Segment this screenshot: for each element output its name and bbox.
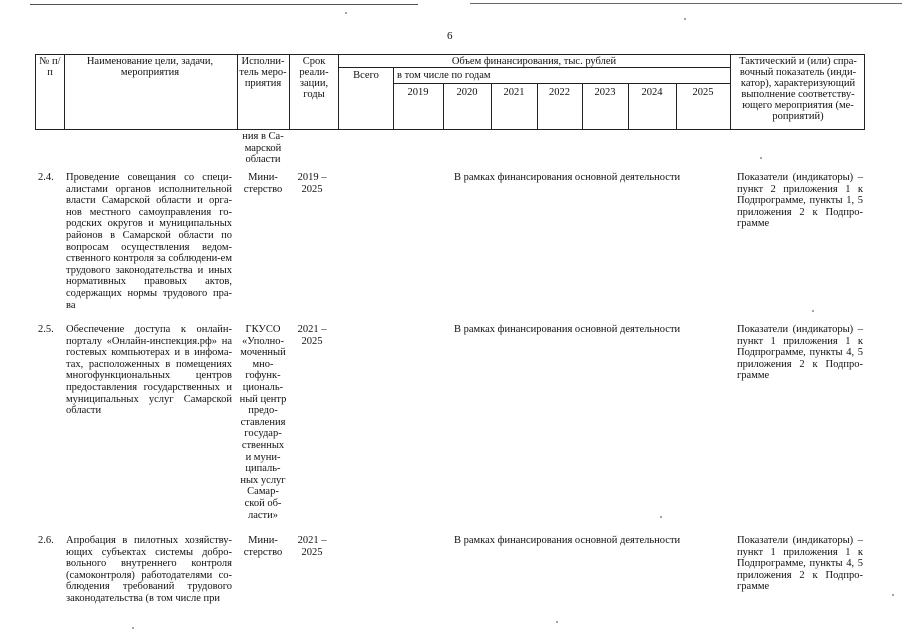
row-2-4-term: 2019 – 2025 xyxy=(297,172,327,195)
header-financing: Объем финансирования, тыс. рублей xyxy=(451,56,617,67)
scan-speck xyxy=(660,516,662,518)
row-2-4-num: 2.4. xyxy=(38,172,54,183)
row-2-5-name: Обеспечение доступа к онлайн-порталу «Онлайн-инспекция.рф» на гостевых компьютерах и в инфомa-тах, расположенных в помещениях многофункциональных центров предоставления государственных и муниципальных услуг Самарской области xyxy=(66,324,232,417)
year-2023: 2023 xyxy=(594,87,616,98)
row-2-6-executor: Мини-стерство xyxy=(243,535,283,558)
row-2-5-num: 2.5. xyxy=(38,324,54,335)
scan-speck xyxy=(556,621,558,623)
header-border-top xyxy=(35,54,865,55)
header-total: Всего xyxy=(353,70,379,81)
row-2-4-name: Проведение совещания со специ-алистами органов исполнительной власти Самарской области и орга-нов местного самоуправления го-родских округов и муниципальных районов в Самарской области по вопросам осуществления ведом-ственного контроля за соблюдени-ем трудового законодательства и иных нормативных правовых актов, содержащих нормы трудового пра-ва xyxy=(66,172,232,311)
year-2025: 2025 xyxy=(692,87,714,98)
year-2024: 2024 xyxy=(641,87,663,98)
scan-speck xyxy=(760,157,762,159)
header-border-bottom xyxy=(35,129,865,130)
row-2-5-term: 2021 – 2025 xyxy=(297,324,327,347)
scan-speck xyxy=(684,18,686,20)
page-number: 6 xyxy=(447,30,453,42)
row-2-6-term: 2021 – 2025 xyxy=(297,535,327,558)
year-2021: 2021 xyxy=(503,87,525,98)
year-2020: 2020 xyxy=(456,87,478,98)
row-2-5-indicator: Показатели (индикаторы) – пункт 1 приложения 1 к Подпрограмме, пункты 4, 5 приложения 2 к Подпро-грамме xyxy=(737,324,863,382)
header-border-right xyxy=(864,54,865,130)
scan-speck xyxy=(892,594,894,596)
row-2-4-financing: В рамках финансирования основной деятельности xyxy=(454,172,681,183)
year-2022: 2022 xyxy=(549,87,570,98)
top-rule xyxy=(30,4,418,5)
row-2-4-executor: Мини-стерство xyxy=(243,172,283,195)
row-2-6-financing: В рамках финансирования основной деятельности xyxy=(454,535,681,546)
top-rule-right xyxy=(470,3,902,4)
row-2-6-indicator: Показатели (индикаторы) – пункт 1 приложения 1 к Подпрограмме, пункты 4, 5 приложения 2 к Подпро-грамме xyxy=(737,535,863,593)
table-header xyxy=(35,54,865,130)
row-2-6-name: Апробация в пилотных хозяйству-ющих субъектах системы добро-вольного внутреннего контроля (самоконтроля) работодателями со-блюдения требований трудового законодательства (в том числе при xyxy=(66,535,232,604)
continuation-executor: ния в Са-марской области xyxy=(242,131,284,166)
scan-speck xyxy=(345,12,347,14)
row-2-4-indicator: Показатели (индикаторы) – пункт 2 приложения 1 к Подпрограмме, пункты 1, 5 приложения 2 к Подпро-грамме xyxy=(737,172,863,230)
header-executor: Исполни-тель меро-приятия xyxy=(239,56,287,89)
header-name: Наименование цели, задачи, мероприятия xyxy=(86,56,214,78)
header-num: № п/п xyxy=(39,56,61,78)
header-indicator: Тактический и (или) спра-вочный показатель (инди-катор), характеризующий выполнение соответству-ющего мероприятия (ме-роприятий) xyxy=(739,56,857,122)
header-by-years: в том числе по годам xyxy=(397,70,491,81)
header-border-left xyxy=(35,54,36,130)
row-2-5-financing: В рамках финансирования основной деятельности xyxy=(454,324,681,335)
scan-speck xyxy=(812,310,814,312)
year-2019: 2019 xyxy=(407,87,429,98)
scan-speck xyxy=(132,627,134,629)
row-2-6-num: 2.6. xyxy=(38,535,54,546)
row-2-5-executor: ГКУСО «Уполно-моченный мно-гофунк-циональ-ный центр предо-ставления государ-ственных и муни-ципаль-ных услуг Самар-ской об-ласти» xyxy=(239,324,287,521)
header-term: Срок реали-зации, годы xyxy=(299,56,329,100)
